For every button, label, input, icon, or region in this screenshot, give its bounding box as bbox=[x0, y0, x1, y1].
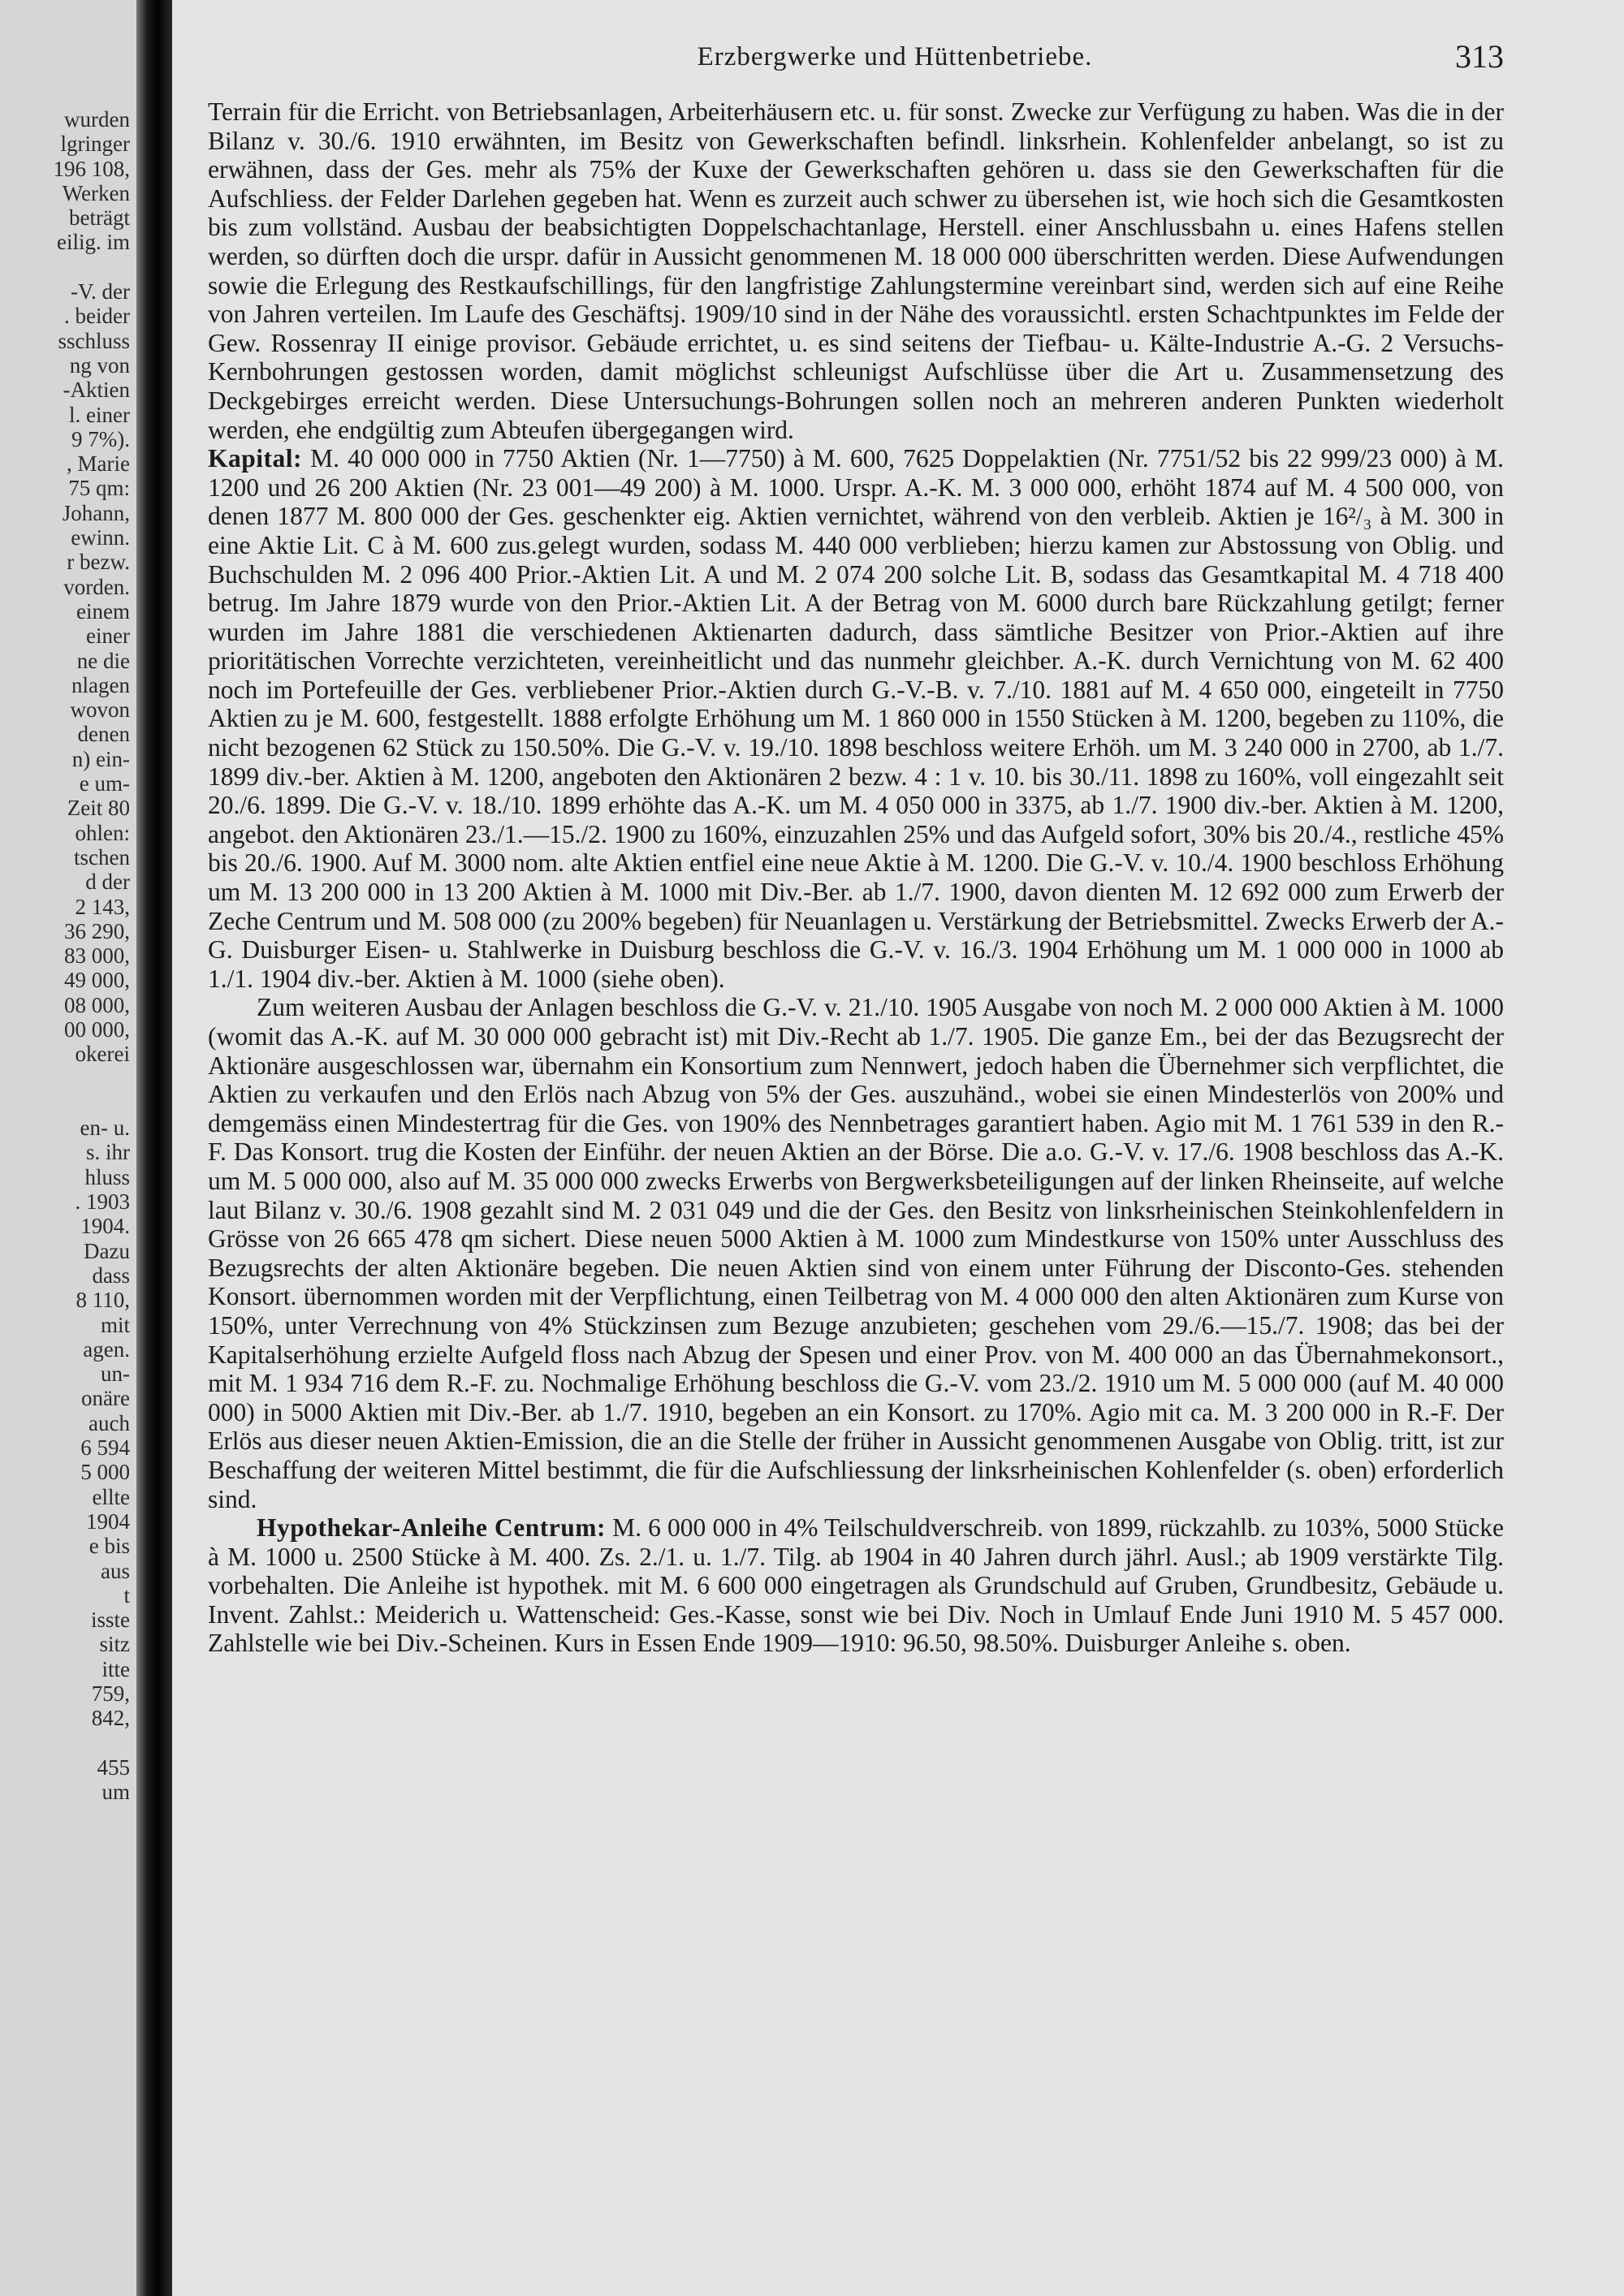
adjacent-page-line: Dazu bbox=[84, 1238, 130, 1263]
adjacent-page-line: 9 7%). bbox=[71, 426, 130, 451]
adjacent-page-line: 2 143, bbox=[75, 894, 130, 919]
adjacent-page-line: n) ein- bbox=[71, 746, 130, 771]
paragraph-text: Zum weiteren Ausbau der Anlagen beschloss die G.-V. v. 21./10. 1905 Ausgabe von noch M. 2 000 000 Aktien à M. 1000 (womit das A.-K. auf M. 30 000 000 gebracht ist) mit Div.-Recht ab 1./7. 1905. Die ganze Em., bei der das Bezugsrecht der Aktionäre ausgeschlossen war, übernahm ein Konsortium zum Nennwert, jedoch haben die Übernehmer sich verpflichtet, die Aktien zu verkaufen und den Erlös nach Abzug von 5% der Ges. auszuhänd., wobei sie einen Mindesterlös von 200% und demgemäss einen Mindestertrag für die Ges. von 190% des Nennbetrages garantiert haben. Agio mit M. 1 761 539 in den R.-F. Das Konsort. trug die Kosten der Einführ. der neuen Aktien an der Börse. Die a.o. G.-V. v. 17./6. 1908 beschloss das A.-K. um M. 5 000 000, also auf M. 35 000 000 zwecks Erwerbs von Bergwerksbeteiligungen auf der linken Rheinseite, auf welche laut Bilanz v. 30./6. 1908 gezahlt sind M. 2 031 049 und die der Ges. den Besitz von linksrheinischen Steinkohlenfeldern in Grösse von 26 665 478 qm sichert. Diese neuen 5000 Aktien à M. 1000 zum Mindestkurse von 150% unter Ausschluss des Bezugsrechts der alten Aktionäre begeben. Die neuen Aktien sind von einem unter Führung der Disconto-Ges. stehenden Konsort. übernommen worden mit der Verpflichtung, einen Teilbetrag von M. 4 000 000 den alten Aktionären zum Kurse von 150%, unter Verrechnung von 4% Stückzinsen zum Bezuge anzubieten; geschehen vom 29./6.—15./7. 1908; das bei der Kapitalserhöhung erzielte Aufgeld floss nach Abzug der Spesen und einer Prov. von M. 400 000 an das Übernahmekonsort., mit M. 1 934 716 dem R.-F. zu. Nochmalige Erhöhung beschloss die G.-V. vom 23./2. 1910 um M. 5 000 000 (auf M. 40 000 000) in 5000 Aktien mit Div.-Ber. ab 1./7. 1910, begeben an ein Konsort. zu 170%. Agio mit ca. M. 3 200 000 in R.-F. Der Erlös aus dieser neuen Aktien-Emission, die an die Stelle der früher in Aussicht genommenen Ausgabe von Oblig. tritt, ist zur Beschaffung der weiteren Mittel bestimmt, die für die Aufschliessung der linksrheinischen Kohlenfelder (s. oben) erforderlich sind. bbox=[208, 993, 1504, 1513]
adjacent-page-line: auch bbox=[89, 1410, 130, 1435]
adjacent-page-line bbox=[8, 1067, 130, 1091]
adjacent-page-line: ohlen: bbox=[75, 820, 130, 845]
page-number: 313 bbox=[1455, 38, 1504, 75]
adjacent-page-line bbox=[8, 255, 130, 279]
adjacent-page-line: . 1903 bbox=[75, 1189, 130, 1215]
adjacent-page-margin bbox=[0, 0, 136, 2296]
adjacent-page-line: onäre bbox=[81, 1386, 130, 1411]
adjacent-page-line: 455 bbox=[97, 1754, 130, 1780]
adjacent-page-line bbox=[8, 1091, 130, 1116]
adjacent-page-line: mit bbox=[100, 1312, 130, 1337]
adjacent-page-line: beträgt bbox=[69, 205, 130, 231]
adjacent-page-line: , Marie bbox=[67, 451, 130, 477]
paragraph-text: Terrain für die Erricht. von Betriebsanlagen, Arbeiterhäusern etc. u. für sonst. Zwecke zur Verfügung zu haben. Was die in der Bilanz v. 30./6. 1910 erwähnten, im Besitz von Gewerkschaften befindl. linksrhein. Kohlenfelder anbelangt, so ist zu erwähnen, dass der Ges. mehr als 75% der Kuxe der Gewerkschaften gehören u. dass sie den Gewerkschaften für die Aufschliess. der Felder Darlehen gegeben hat. Wenn es zurzeit auch schwer zu übersehen ist, wie hoch sich die Gesamtkosten bis zum vollständ. Ausbau der beabsichtigten Doppelschachtanlage, Herstell. einer Anschlussbahn u. eines Hafens stellen werden, so dürften doch die urspr. dafür in Aussicht genommenen M. 18 000 000 überschritten werden. Diese Aufwendungen sowie die Erlegung des Restkaufschillings, für den langfristige Zahlungstermine vereinbart sind, werden sich auf eine Reihe von Jahren verteilen. Im Laufe des Geschäftsj. 1909/10 sind in der Nähe des voraussichtl. ersten Schachtpunktes im Felde der Gew. Rossenray II einige provisor. Gebäude errichtet, u. es sind seitens der Tiefbau- u. Kälte-Industrie A.-G. 2 Versuchs-Kernbohrungen gestossen worden, damit möglichst schleunigst Aufschlüsse über die Art u. Zusammensetzung des Deckgebirges erreicht werden. Diese Untersuchungs-Bohrungen sollen noch an mehreren anderen Punkten wiederholt werden, ehe endgültig zum Abteufen übergegangen wird. bbox=[208, 97, 1504, 444]
adjacent-page-line: 842, bbox=[91, 1706, 130, 1731]
adjacent-page-line: itte bbox=[102, 1656, 130, 1681]
adjacent-page-line: denen bbox=[77, 722, 130, 747]
paragraph-text: M. 6 000 000 in 4% Teilschuldverschreib. von 1899, rückzahlb. zu 103%, 5000 Stücke à M. 1000 u. 2500 Stücke à M. 400. Zs. 2./1. u. 1./7. Tilg. ab 1904 in 40 Jahren durch jährl. Ausl.; ab 1909 verstärkte Tilg. vorbehalten. Die Anleihe ist hypothek. mit M. 6 600 000 eingetragen als Grundschuld auf Gruben, Grundbesitz, Gebäude u. Invent. Zahlst.: Meiderich u. Wattenscheid: Ges.-Kasse, sonst wie bei Div. Noch in Umlauf Ende Juni 1910 M. 5 457 000. Zahlstelle wie bei Div.-Scheinen. Kurs in Essen Ende 1909—1910: 96.50, 98.50%. Duisburger Anleihe s. oben. bbox=[208, 1513, 1504, 1658]
adjacent-page-line: agen. bbox=[83, 1336, 130, 1362]
book-page bbox=[172, 0, 1624, 2296]
adjacent-page-line: 6 594 bbox=[80, 1435, 130, 1461]
paragraph-anleihe bbox=[208, 1513, 1504, 1658]
adjacent-page-line: 83 000, bbox=[64, 943, 130, 969]
adjacent-page-line: 8 110, bbox=[76, 1288, 130, 1313]
adjacent-page-line: . beider bbox=[64, 304, 130, 329]
adjacent-page-line: ne die bbox=[76, 648, 130, 673]
adjacent-page-line: t bbox=[123, 1582, 130, 1608]
adjacent-page-line: Zeit 80 bbox=[67, 796, 130, 821]
adjacent-page-line: 1904 bbox=[86, 1508, 130, 1534]
adjacent-page-line: -V. der bbox=[71, 279, 130, 304]
adjacent-page-line: hluss bbox=[84, 1164, 130, 1189]
adjacent-page-line: 08 000, bbox=[64, 992, 130, 1017]
book-gutter bbox=[136, 0, 172, 2296]
adjacent-page-line: ewinn. bbox=[71, 525, 130, 550]
adjacent-page-line: 00 000, bbox=[64, 1016, 130, 1042]
adjacent-page-text-column bbox=[8, 107, 130, 1804]
section-heading: Hypothekar-Anleihe Centrum: bbox=[257, 1513, 606, 1543]
adjacent-page-line: 5 000 bbox=[80, 1460, 130, 1485]
adjacent-page-line: wovon bbox=[70, 697, 130, 723]
adjacent-page-line: sschluss bbox=[58, 328, 130, 353]
adjacent-page-line: tschen bbox=[74, 844, 130, 870]
adjacent-page-line: 49 000, bbox=[64, 968, 130, 993]
adjacent-page-line: aus bbox=[101, 1558, 130, 1583]
adjacent-page-line: wurden bbox=[64, 107, 130, 132]
adjacent-page-line: r bezw. bbox=[67, 550, 130, 575]
adjacent-page-line: sitz bbox=[99, 1632, 130, 1657]
page-header bbox=[172, 38, 1504, 83]
adjacent-page-line: ng von bbox=[69, 352, 130, 378]
adjacent-page-line: e um- bbox=[79, 771, 130, 796]
adjacent-page-line: ellte bbox=[92, 1484, 130, 1509]
adjacent-page-line: 75 qm: bbox=[68, 476, 130, 501]
section-heading: Kapital: bbox=[208, 444, 303, 473]
adjacent-page-line: Werken bbox=[62, 180, 130, 205]
adjacent-page-line: isste bbox=[90, 1608, 130, 1633]
adjacent-page-line: d der bbox=[85, 870, 130, 895]
adjacent-page-line: e bis bbox=[89, 1534, 130, 1559]
adjacent-page-line: un- bbox=[101, 1362, 130, 1387]
adjacent-page-line: eilig. im bbox=[57, 230, 130, 255]
adjacent-page-line: einem bbox=[76, 598, 130, 624]
adjacent-page-line: 1904. bbox=[80, 1214, 130, 1239]
adjacent-page-line: en- u. bbox=[80, 1116, 130, 1141]
adjacent-page-line: dass bbox=[92, 1262, 130, 1288]
adjacent-page-line: vorden. bbox=[63, 574, 130, 599]
adjacent-page-line: lgringer bbox=[60, 132, 130, 157]
adjacent-page-line: s. ihr bbox=[86, 1140, 130, 1165]
adjacent-page-line: nlagen bbox=[71, 672, 130, 697]
paragraph-kapital bbox=[208, 444, 1504, 993]
adjacent-page-line: um bbox=[102, 1780, 130, 1805]
adjacent-page-line: -Aktien bbox=[63, 378, 130, 403]
adjacent-page-line: l. einer bbox=[69, 402, 130, 427]
adjacent-page-line: 36 290, bbox=[64, 918, 130, 943]
adjacent-page-line: einer bbox=[86, 624, 130, 649]
adjacent-page-line: okerei bbox=[75, 1042, 130, 1067]
adjacent-page-line: 196 108, bbox=[53, 156, 130, 181]
body-text bbox=[208, 97, 1504, 1658]
paragraph-ausbau bbox=[208, 993, 1504, 1513]
adjacent-page-line: 759, bbox=[91, 1681, 130, 1706]
paragraph-text: M. 40 000 000 in 7750 Aktien (Nr. 1—7750) à M. 600, 7625 Doppelaktien (Nr. 7751/52 bis 22 999/23 000) à M. 1200 und 26 200 Aktien (Nr. 23 001—49 200) à M. 1000. Urspr. A.-K. M. 3 000 000, erhöht 1874 auf M. 4 500 000, von denen 1877 M. 800 000 der Ges. geschenkter eig. Aktien vernichtet, während von den verbleib. Aktien je 16²/₃ à M. 300 in eine Aktie Lit. C à M. 600 zus.gelegt wurden, sodass M. 440 000 verblieben; hierzu kamen zur Abstossung von Oblig. und Buchschulden M. 2 096 400 Prior.-Aktien Lit. A und M. 2 074 200 solche Lit. B, sodass das Gesamtkapital M. 4 718 400 betrug. Im Jahre 1879 wurde von den Prior.-Aktien Lit. A der Betrag von M. 6000 durch bare Rückzahlung getilgt; ferner wurden im Jahre 1881 die verschiedenen Aktienarten dadurch, dass sämtliche Besitzer von Prior.-Aktien auf ihre prioritätischen Vorrechte verzichteten, vereinheitlicht und das nunmehr gleichber. A.-K. durch Vernichtung von M. 62 400 noch im Portefeuille der Ges. verbliebener Prior.-Aktien durch G.-V.-B. v. 7./10. 1881 auf M. 4 650 000, eingeteilt in 7750 Aktien zu je M. 600, festgestellt. 1888 erfolgte Erhöhung um M. 1 860 000 in 1550 Stücken à M. 1200, begeben zu 110%, die nicht bezogenen 62 Stück zu 150.50%. Die G.-V. v. 19./10. 1898 beschloss weitere Erhöh. um M. 3 240 000 in 2700, ab 1./7. 1899 div.-ber. Aktien à M. 1200, angeboten den Aktionären 2 bezw. 4 : 1 v. 10. bis 30./11. 1898 zu 160%, voll eingezahlt seit 20./6. 1899. Die G.-V. v. 18./10. 1899 erhöhte das A.-K. um M. 4 050 000 in 3375, ab 1./7. 1900 div.-ber. Aktien à M. 1200, angebot. den Aktionären 23./1.—15./2. 1900 zu 160%, einzuzahlen 25% und das Aufgeld sofort, 30% bis 20./4., restliche 45% bis 20./6. 1900. Auf M. 3000 nom. alte Aktien entfiel eine neue Aktie à M. 1200. Die G.-V. v. 10./4. 1900 beschloss Erhöhung um M. 13 200 000 in 13 200 Aktien à M. 1000 mit Div.-Ber. ab 1./7. 1900, davon dienten M. 12 692 000 zum Erwerb der Zeche Centrum und M. 508 000 (zu 200% begeben) für Neuanlagen u. Verstärkung der Betriebsmittel. Zwecks Erwerb der A.-G. Duisburger Eisen- u. Stahlwerke in Duisburg beschloss die G.-V. v. 16./3. 1904 Erhöhung um M. 1 000 000 in 1000 ab 1./1. 1904 div.-ber. Aktien à M. 1000 (siehe oben). bbox=[208, 444, 1504, 993]
adjacent-page-line: Johann, bbox=[62, 500, 130, 525]
paragraph-terrain bbox=[208, 97, 1504, 444]
running-head: Erzbergwerke und Hüttenbetriebe. bbox=[697, 42, 1093, 71]
adjacent-page-line bbox=[8, 1731, 130, 1755]
